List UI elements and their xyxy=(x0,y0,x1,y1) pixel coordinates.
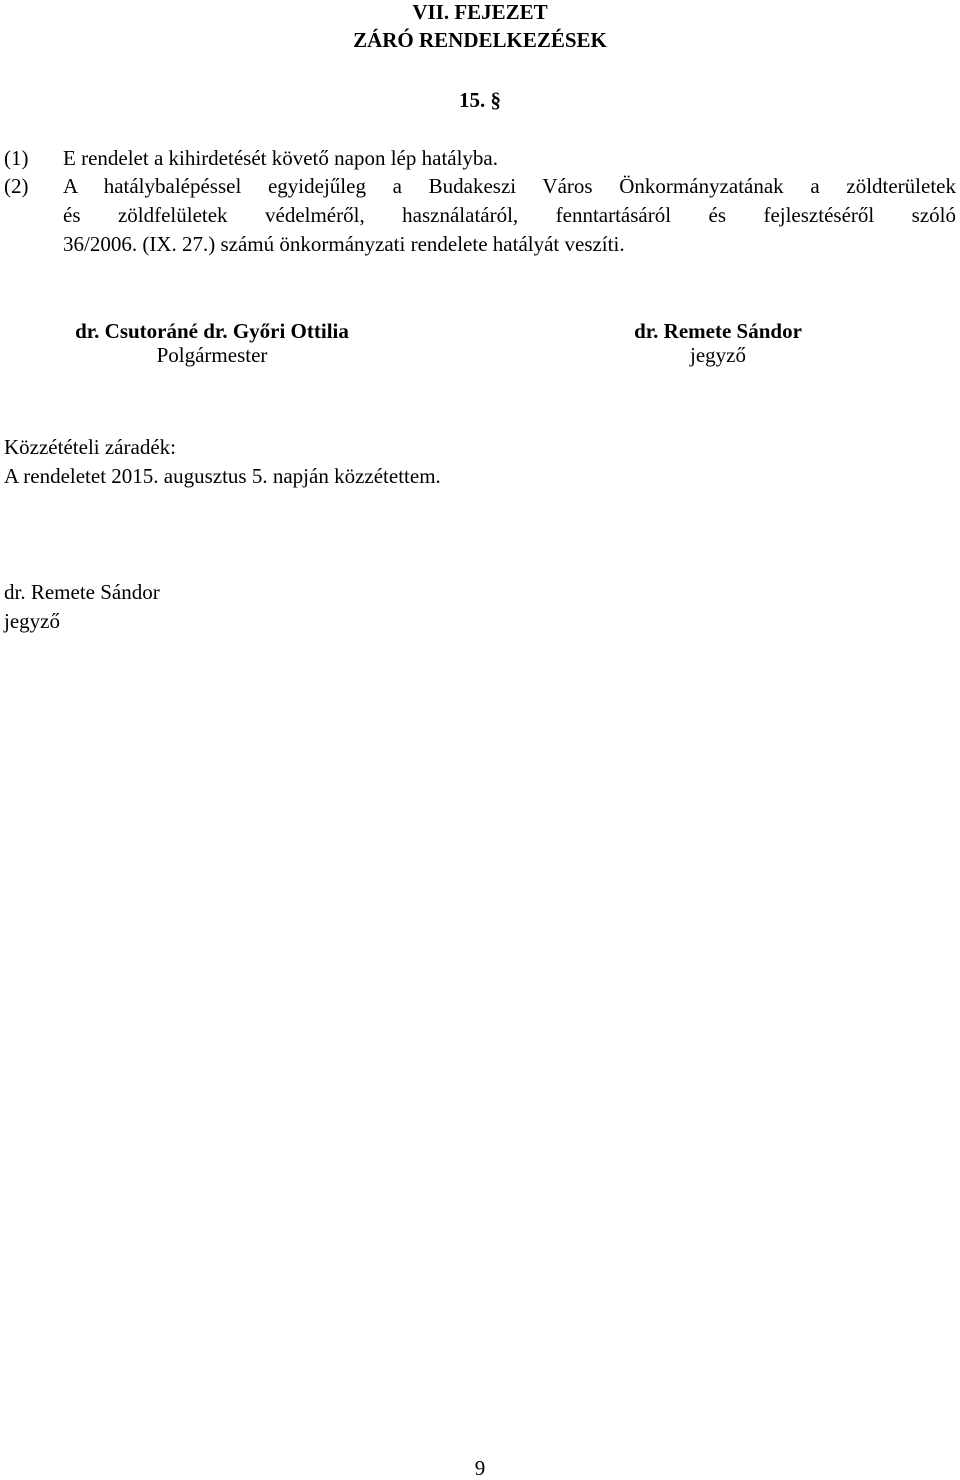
final-signature-name: dr. Remete Sándor xyxy=(4,580,160,604)
section-label: 15. § xyxy=(459,88,501,112)
publication-text: A rendeletet 2015. augusztus 5. napján közzétettem. xyxy=(4,464,441,488)
paragraph-1-text: E rendelet a kihirdetését követő napon lép hatályba. xyxy=(63,146,499,170)
signature-left-name: dr. Csutoráné dr. Győri Ottilia xyxy=(75,319,349,343)
signature-right-title: jegyző xyxy=(690,343,746,368)
paragraph-2-line-2: és zöldfelületek védelméről, használatáról, fenntartásáról és fejlesztéséről szóló xyxy=(63,203,956,227)
signature-left xyxy=(0,319,424,367)
final-signature-title: jegyző xyxy=(4,609,60,633)
paragraph-2-number: (2) xyxy=(4,174,29,198)
signature-right-name: dr. Remete Sándor xyxy=(634,319,802,343)
chapter-title: ZÁRÓ RENDELKEZÉSEK xyxy=(353,28,607,52)
paragraph-2-line-1: A hatálybalépéssel egyidejűleg a Budakeszi Város Önkormányzatának a zöldterületek xyxy=(63,174,956,198)
signature-right xyxy=(560,319,876,367)
paragraph-2-line-3: 36/2006. (IX. 27.) számú önkormányzati rendelete hatályát veszíti. xyxy=(63,232,625,256)
page-number: 9 xyxy=(474,1456,486,1480)
paragraph-1-number: (1) xyxy=(4,146,29,170)
chapter-number: VII. FEJEZET xyxy=(412,0,548,24)
signature-left-title: Polgármester xyxy=(156,343,268,368)
publication-heading: Közzétételi záradék: xyxy=(4,435,176,459)
